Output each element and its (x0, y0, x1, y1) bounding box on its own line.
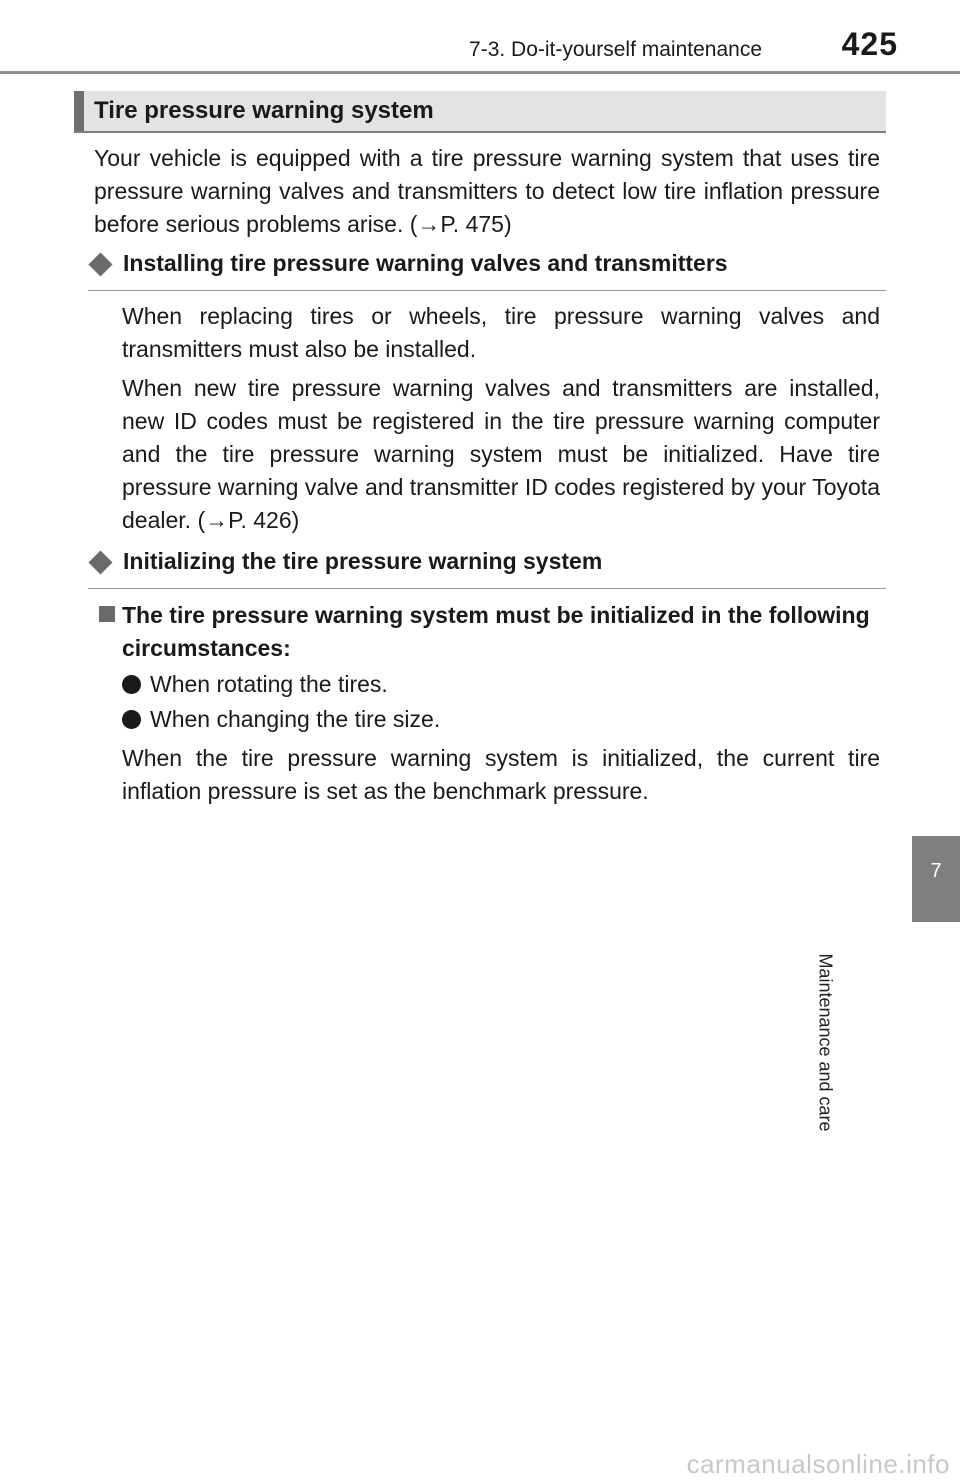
paragraph: When the tire pressure warning system is initialized, the current tire inflation pressure is set as the benchmark pressure. (122, 745, 880, 804)
chapter-label-wrap (815, 934, 948, 1150)
subsection-heading-installing (88, 252, 886, 291)
round-bullet-icon (122, 675, 141, 694)
title-accent-bar (74, 91, 84, 131)
list-item (122, 668, 388, 701)
condition-heading-text: The tire pressure warning system must be initialized in the following circumstances: (122, 602, 870, 661)
section-title-bar (74, 91, 886, 133)
chapter-tab (912, 836, 960, 922)
condition-heading (94, 599, 884, 665)
header-divider (0, 71, 960, 74)
diamond-bullet-icon (88, 550, 112, 574)
round-bullet-icon (122, 710, 141, 729)
page-number: 425 (841, 26, 898, 62)
chapter-label: Maintenance and care (815, 953, 836, 1132)
paragraph: When new tire pressure warning valves and transmitters are installed, new ID codes must be registered in the tire pressure warning computer and the tire pressure warning system must be initialized. Have tire pressure warning valve and transmitter ID codes registered by your Toyota dealer. (→P. 426) (122, 375, 880, 533)
subsection-heading-initializing (88, 550, 886, 589)
list-item (122, 703, 440, 736)
subsection-heading-text: Initializing the tire pressure warning system (123, 548, 603, 574)
chapter-number: 7 (930, 860, 942, 882)
section-reference: 7-3. Do-it-yourself maintenance (469, 38, 762, 61)
diamond-bullet-icon (88, 252, 112, 276)
paragraph: When replacing tires or wheels, tire pressure warning valves and transmitters must also be installed. (122, 303, 880, 362)
page-header (0, 0, 960, 76)
list-item-text: When changing the tire size. (150, 706, 441, 732)
list-item-text: When rotating the tires. (150, 671, 388, 697)
square-bullet-icon (99, 606, 115, 622)
subsection-heading-text: Installing tire pressure warning valves and transmitters (123, 250, 728, 276)
intro-paragraph: Your vehicle is equipped with a tire pressure warning system that uses tire pressure warning valves and transmitters to detect low tire inflation pressure before serious problems arise. (→P. 475) (94, 145, 880, 237)
section-title: Tire pressure warning system (94, 97, 434, 124)
watermark: carmanualsonline.info (686, 1449, 950, 1479)
